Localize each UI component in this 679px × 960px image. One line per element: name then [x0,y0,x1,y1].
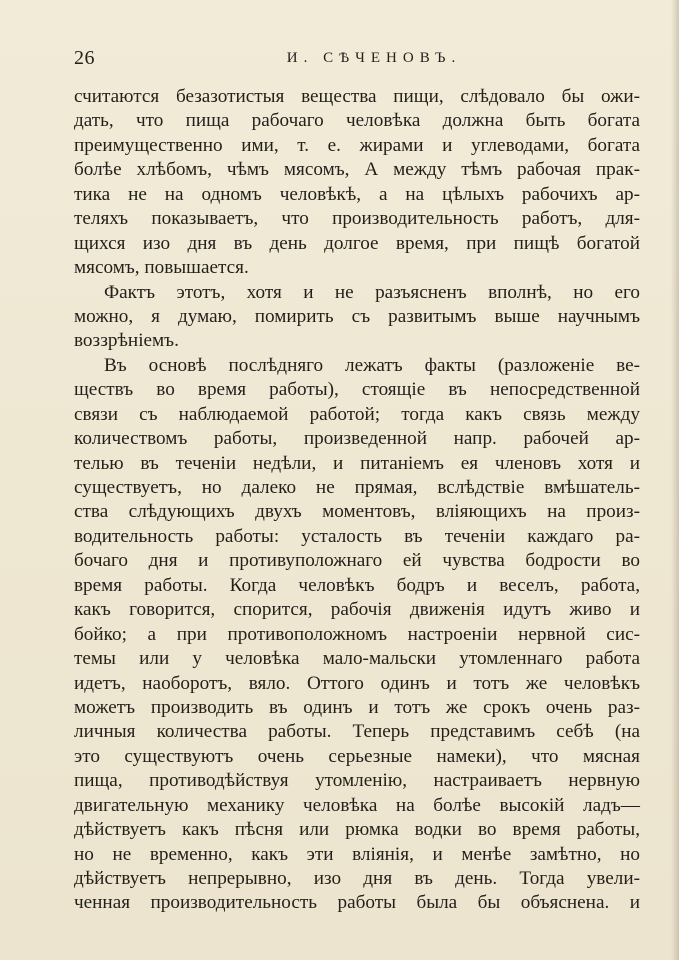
text-line: бочаго дня и противуположнаго ей чувства бодрости во [74,550,640,572]
page-number: 26 [74,47,95,69]
text-line: время работы. Когда человѣкъ бодръ и веселъ, работа, [74,574,640,596]
text-line: но не временно, какъ эти вліянія, и менѣе замѣтно, но [74,843,640,865]
text-line: связи съ наблюдаемой работой; тогда какъ связь между [74,403,640,425]
text-line: преимущественно ими, т. е. жирами и углеводами, богата [74,134,640,156]
text-line: можно, я думаю, помирить съ развитымъ выше научнымъ [74,305,640,327]
text-line: тика не на одномъ человѣкѣ, а на цѣлыхъ рабочихъ ар- [74,183,640,205]
text-line: идетъ, наоборотъ, вяло. Оттого одинъ и тотъ же человѣкъ [74,672,640,694]
text-line: Фактъ этотъ, хотя и не разъясненъ вполнѣ, но его [104,281,640,303]
text-line: это существуютъ очень серьезные намеки), что мясная [74,745,640,767]
text-line: какъ говорится, спорится, рабочія движенія идутъ живо и [74,599,640,621]
text-line: дѣйствуетъ какъ пѣсня или рюмка водки во время работы, [74,819,640,841]
text-line: существуетъ, но далеко не прямая, вслѣдствіе вмѣшатель- [74,477,640,498]
text-line: мясомъ, повышается. [74,257,249,279]
text-line: ществъ во время работы), стоящіе въ непосредственной [74,379,640,401]
text-line: считаются безазотистыя вещества пищи, слѣдовало бы ожи- [74,86,640,107]
running-header [74,47,640,71]
text-line: болѣе хлѣбомъ, чѣмъ мясомъ, А между тѣмъ рабочая прак- [74,159,640,181]
text-line: ства слѣдующихъ двухъ моментовъ, вліяющихъ на произ- [74,501,640,523]
text-line: воззрѣніемъ. [74,330,179,352]
text-line: двигательную механику человѣка на болѣе высокій ладъ— [74,794,640,816]
text-line: темы или у человѣка мало-мальски утомленнаго работа [74,648,640,670]
text-line: можетъ производить въ одинъ и тотъ же срокъ очень раз- [74,696,640,718]
page-edge-shadow [671,0,679,960]
text-line: телью въ теченіи недѣли, и питаніемъ ея членовъ хотя и [74,452,640,474]
text-line: ченная производительность работы была бы объяснена. и [74,892,640,914]
text-line: теляхъ показываетъ, что производительность работъ, для- [74,208,640,230]
text-line: личныя количества работы. Теперь представимъ себѣ (на [74,721,640,743]
text-line: пища, противодѣйствуя утомленію, настраиваетъ нервную [74,770,640,792]
text-line: количествомъ работы, произведенной напр. рабочей ар- [74,428,640,450]
body-text [74,85,640,916]
running-title: И. СѢЧЕНОВЪ. [286,50,462,66]
text-line: дать, что пища рабочаго человѣка должна быть богата [74,110,640,132]
text-line: бойко; а при противоположномъ настроеніи нервной сис- [74,623,640,645]
text-line: Въ основѣ послѣдняго лежатъ факты (разложеніе ве- [104,354,640,376]
text-line: дѣйствуетъ непрерывно, изо дня въ день. Тогда увели- [74,868,640,889]
text-line: щихся изо дня въ день долгое время, при пищѣ богатой [74,232,640,254]
text-line: водительность работы: усталость въ теченіи каждаго ра- [74,525,640,547]
